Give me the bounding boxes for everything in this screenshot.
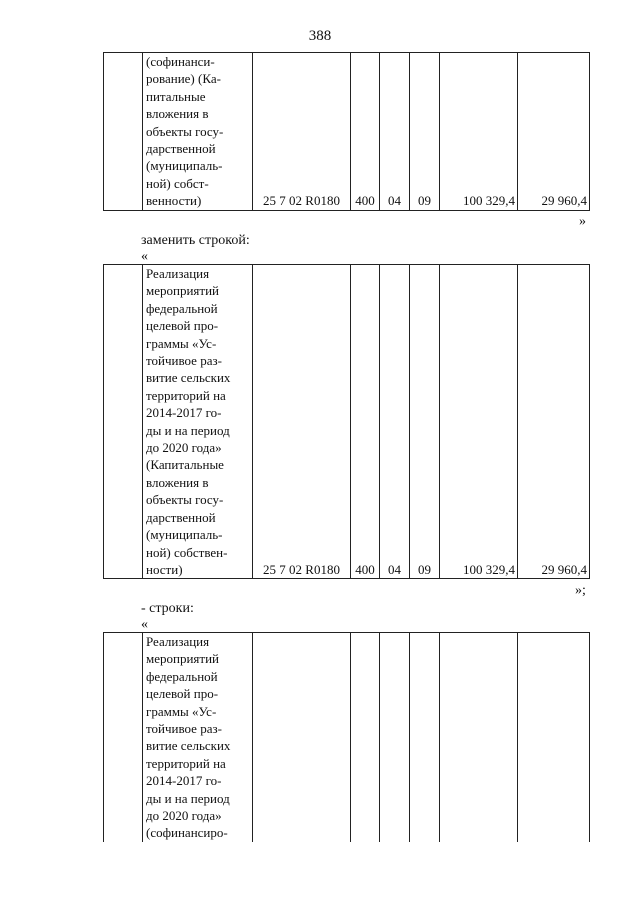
expense-type-cell: 400 bbox=[351, 265, 380, 579]
target-code-cell: 25 7 02 R0180 bbox=[253, 53, 351, 211]
blank-cell bbox=[104, 265, 143, 579]
section-cell: 04 bbox=[380, 265, 410, 579]
blank-cell bbox=[410, 633, 440, 842]
section-cell: 04 bbox=[380, 53, 410, 211]
table-row bbox=[104, 53, 590, 211]
page-number: 388 bbox=[308, 28, 332, 44]
target-code-cell: 25 7 02 R0180 bbox=[253, 265, 351, 579]
table-row bbox=[104, 633, 590, 842]
blank-cell bbox=[440, 633, 518, 842]
row-name-cell: (софинанси- рование) (Ка- питальные вложения в объекты госу- дарственной (муниципаль- ной) собст- венности) bbox=[143, 53, 253, 211]
blank-cell bbox=[253, 633, 351, 842]
replace-instruction: заменить строкой: bbox=[141, 233, 250, 248]
amount-1-cell: 100 329,4 bbox=[440, 53, 518, 211]
budget-table-fragment-3 bbox=[103, 632, 590, 842]
blank-cell bbox=[104, 633, 143, 842]
expense-type-cell: 400 bbox=[351, 53, 380, 211]
closing-quote: »; bbox=[575, 583, 586, 598]
blank-cell bbox=[104, 53, 143, 211]
subsection-cell: 09 bbox=[410, 265, 440, 579]
blank-cell bbox=[380, 633, 410, 842]
closing-quote: » bbox=[579, 214, 586, 229]
amount-1-cell: 100 329,4 bbox=[440, 265, 518, 579]
opening-quote: « bbox=[141, 617, 148, 632]
row-name-cell: Реализация мероприятий федеральной целевой про- граммы «Ус- тойчивое раз- витие сельских территорий на 2014-2017 го- ды и на период до 2020 года» (софинансиро- bbox=[143, 633, 253, 842]
amount-2-cell: 29 960,4 bbox=[518, 53, 590, 211]
opening-quote: « bbox=[141, 249, 148, 264]
lines-instruction: - строки: bbox=[141, 601, 194, 616]
subsection-cell: 09 bbox=[410, 53, 440, 211]
row-name-cell: Реализация мероприятий федеральной целевой про- граммы «Ус- тойчивое раз- витие сельских территорий на 2014-2017 го- ды и на период до 2020 года» (Капитальные вложения в объекты госу- дарственной (муниципаль- ной) собствен- ности) bbox=[143, 265, 253, 579]
budget-table-fragment-1 bbox=[103, 52, 590, 211]
blank-cell bbox=[351, 633, 380, 842]
amount-2-cell: 29 960,4 bbox=[518, 265, 590, 579]
blank-cell bbox=[518, 633, 590, 842]
budget-table-fragment-2 bbox=[103, 264, 590, 579]
table-row bbox=[104, 265, 590, 579]
